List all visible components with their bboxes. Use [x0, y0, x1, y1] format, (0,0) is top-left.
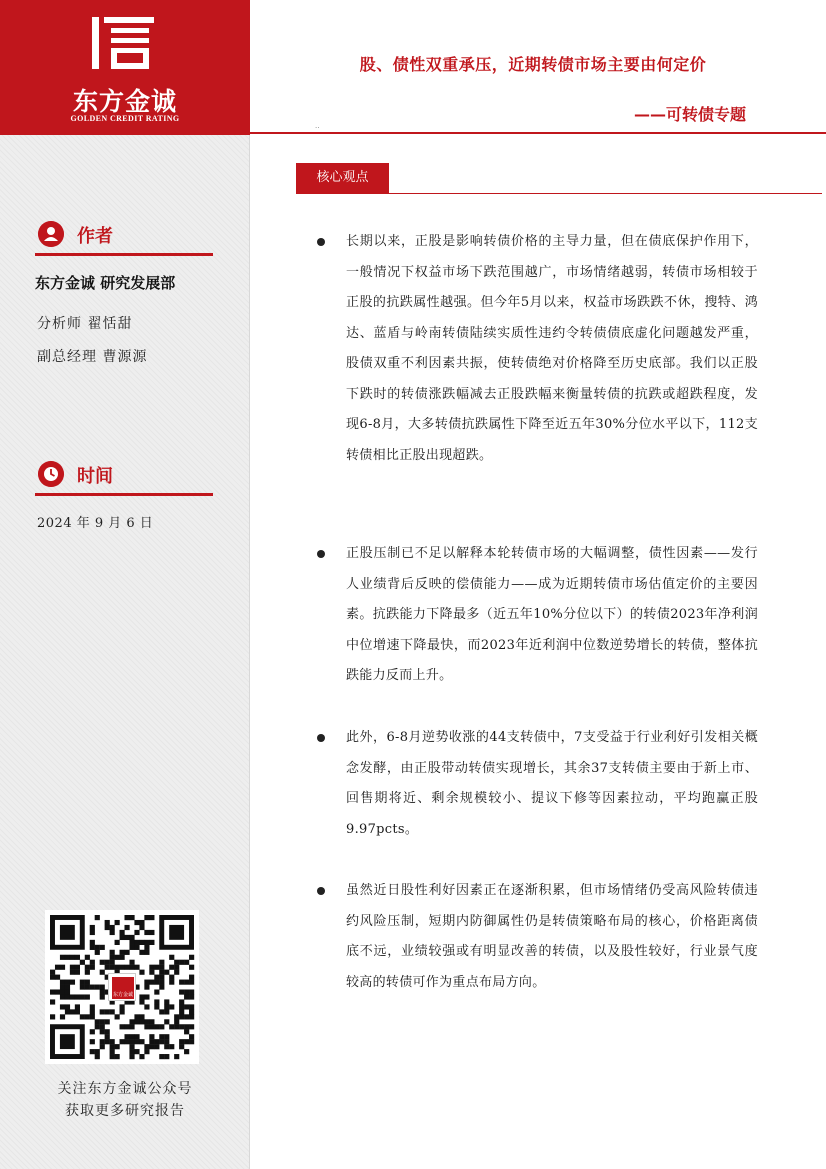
qr-note-line-1: 关注东方金诚公众号	[57, 1081, 193, 1097]
bullet-dot-icon	[317, 550, 325, 558]
header-dots: ..	[315, 122, 320, 130]
time-divider	[35, 493, 213, 496]
author-department: 东方金诚 研究发展部	[35, 274, 176, 292]
publish-date: 2024 年 9 月 6 日	[37, 516, 154, 531]
time-section-header	[38, 461, 213, 487]
qr-center-logo	[108, 973, 136, 1001]
qr-center-label: 东方金诚	[112, 992, 133, 998]
bullet-text: 此外，6-8月逆势收涨的44支转债中，7支受益于行业利好引发相关概念发酵，由正股带动转债实现增长，其余37支转债主要由于新上市、回售期将近、剩余规模较小、提议下修等因素拉动，平均跑赢正股9.97pcts。	[346, 730, 758, 837]
bullet-text: 虽然近日股性利好因素正在逐渐积累，但市场情绪仍受高风险转债违约风险压制，短期内防御属性仍是转债策略布局的核心，价格距离债底不远，业绩较强或有明显改善的转债，以及股性较好，行业景气度较高的转债可作为重点布局方向。	[346, 883, 758, 990]
author-divider	[35, 253, 213, 256]
time-section-title: 时间	[77, 466, 113, 487]
person-icon	[38, 221, 64, 247]
clock-icon	[38, 461, 64, 487]
logo[interactable]	[0, 0, 250, 135]
logo-name-cn: 东方金诚	[72, 87, 177, 116]
author-analyst: 分析师 翟恬甜	[37, 316, 133, 332]
section-tag-core-views: 核心观点	[296, 163, 389, 193]
report-title: 股、债性双重承压，近期转债市场主要由何定价	[359, 55, 707, 74]
bullet-text: 长期以来，正股是影响转债价格的主导力量，但在债底保护作用下，一般情况下权益市场下跌范围越广，市场情绪越弱，转债市场相较于正股的抗跌属性越强。但今年5月以来，权益市场跌跌不休，搜特、鸿达、蓝盾与岭南转债陆续实质性违约令转债债底虚化问题越发严重，股债双重不利因素共振，使转债绝对价格降至历史底部。我们以正股下跌时的转债涨跌幅减去正股跌幅来衡量转债的抗跌或超跌程度，发现6-8月，大多转债抗跌属性下降至近五年30%分位水平以下，112支转债相比正股出现超跌。	[346, 234, 758, 463]
bullet-dot-icon	[317, 734, 325, 742]
bullet-dot-icon	[317, 887, 325, 895]
sidebar	[0, 0, 250, 1169]
report-subtitle: ——可转债专题	[633, 105, 746, 124]
section-tag-rule	[296, 193, 822, 194]
logo-name-en: GOLDEN CREDIT RATING	[70, 114, 180, 123]
author-section-header	[38, 221, 213, 247]
logo-mark-icon	[92, 17, 154, 69]
bullet-dot-icon	[317, 238, 325, 246]
author-section-title: 作者	[77, 226, 113, 247]
author-manager: 副总经理 曹源源	[37, 349, 148, 365]
header-divider	[250, 132, 826, 134]
qr-code[interactable]	[45, 910, 199, 1064]
qr-note-line-2: 获取更多研究报告	[65, 1103, 185, 1119]
bullet-text: 正股压制已不足以解释本轮转债市场的大幅调整，债性因素——发行人业绩背后反映的偿债能力——成为近期转债市场估值定价的主要因素。抗跌能力下降最多（近五年10%分位以下）的转债2023年净利润中位增速下降最快，而2023年近利润中位数逆势增长的转债，整体抗跌能力反而上升。	[346, 546, 758, 683]
